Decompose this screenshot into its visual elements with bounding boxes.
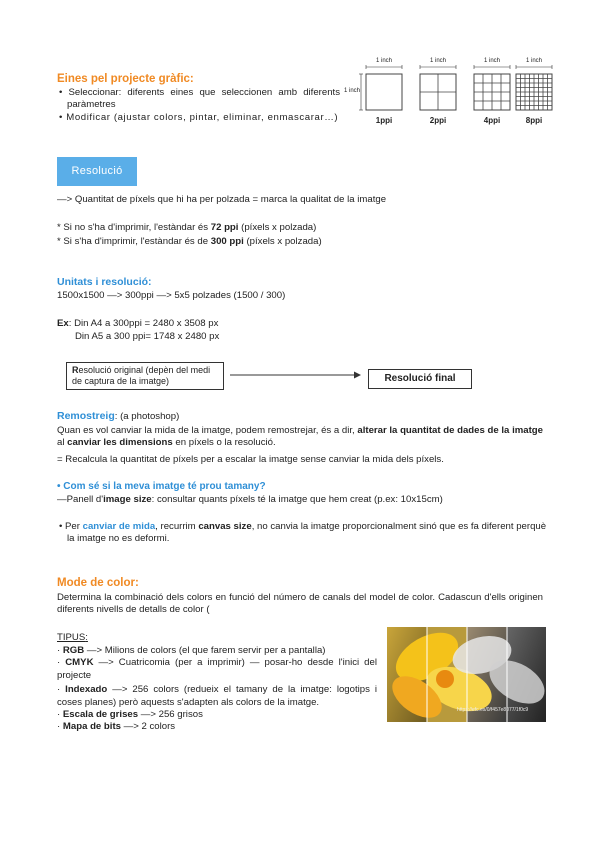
list-item: · Mapa de bits —> 2 colors: [57, 721, 176, 733]
ppi-inch-label: 1 inch: [375, 58, 392, 64]
final-resolution-box: Resolució final: [368, 369, 472, 389]
tipus-heading: TIPUS:: [57, 632, 88, 643]
unitats-title: Unitats i resolució:: [57, 276, 152, 288]
standard-line: * Si s'ha d'imprimir, l'estàndar és de 300 ppi (píxels x polzada): [57, 236, 322, 247]
remostreig-paragraph: Quan es vol canviar la mida de la imatge, podem remostrejar, és a dir, alterar la quantitat de dades de la imatge al canviar les dimensions en píxels o la resolució.: [57, 425, 543, 449]
eines-title: Eines pel projecte gràfic:: [57, 73, 194, 85]
list-item: · CMYK —> Cuatricomia (per a imprimir) — posar-ho desde l'inici del projecte: [57, 657, 377, 681]
eines-list: [57, 87, 340, 124]
ppi-label: 1ppi: [375, 116, 393, 125]
list-item: · Escala de grises —> 256 grisos: [57, 709, 203, 721]
eines-item: • Modificar (ajustar colors, pintar, eliminar, enmascarar…): [59, 111, 339, 123]
mode-title: Mode de color:: [57, 577, 139, 589]
ppi-label: 8ppi: [525, 116, 543, 125]
eines-item: • Seleccionar: diferents eines que seleccionen amb diferents paràmetres: [59, 87, 340, 111]
resolucio-badge: Resolució: [57, 157, 137, 186]
ppi-side-label: 1 inch: [343, 88, 360, 94]
list-item: · Indexado —> 256 colors (redueix el tamany de la imatge: logotips i coses planes) però aquests s'adapten als colors de la imatge.: [57, 684, 377, 708]
list-item: · RGB —> Milions de colors (el que farem servir per a pantalla): [57, 645, 326, 656]
resolucio-definition: —> Quantitat de píxels que hi ha per polzada = marca la qualitat de la imatge: [57, 194, 387, 205]
ppi-label: 4ppi: [483, 116, 501, 125]
ppi-inch-label: 1 inch: [525, 58, 542, 64]
flow-arrow: [230, 370, 362, 380]
tamany-question: • Com sé si la meva imatge té prou tamany?: [57, 481, 266, 492]
standard-line: * Si no s'ha d'imprimir, l'estàndar és 72 ppi (píxels x polzada): [57, 222, 317, 233]
ppi-inch-label: 1 inch: [483, 58, 500, 64]
original-resolution-box: Resolució original (depèn del medi de captura de la imatge): [66, 362, 224, 390]
canvas-size-line: • Per canviar de mida, recurrim canvas size, no canvia la imatge proporcionalment sinó que es fa diferent perquè la imatge no es deformi.: [59, 521, 547, 545]
example-a5: Din A5 a 300 ppi= 1748 x 2480 px: [75, 331, 220, 342]
remostreig-recalc: = Recalcula la quantitat de píxels per a escalar la imatge sense canviar la mida dels píxels.: [57, 454, 444, 465]
ppi-inch-label: 1 inch: [429, 58, 446, 64]
ppi-figure: [344, 58, 554, 130]
remostreig-title: Remostreig: (a photoshop): [57, 410, 180, 422]
color-mode-list: [57, 645, 377, 734]
image-size-line: —Panell d'image size: consultar quants píxels té la imatge que hem creat (p.ex: 10x15cm): [57, 494, 443, 505]
ppi-label: 2ppi: [429, 116, 447, 125]
flower-color-modes-image: [387, 627, 546, 722]
unitats-line: 1500x1500 —> 300ppi —> 5x5 polzades (1500 / 300): [57, 290, 286, 301]
mode-description: Determina la combinació dels colors en funció del número de canals del model de color. Cadascun d'ells originen diferents nivells de detalls de color (: [57, 592, 543, 616]
example-a4: Ex: Din A4 a 300ppi = 2480 x 3508 px: [57, 318, 219, 329]
image-watermark: https://efc.es/0/f457e8077/1f0c9: [457, 707, 529, 713]
